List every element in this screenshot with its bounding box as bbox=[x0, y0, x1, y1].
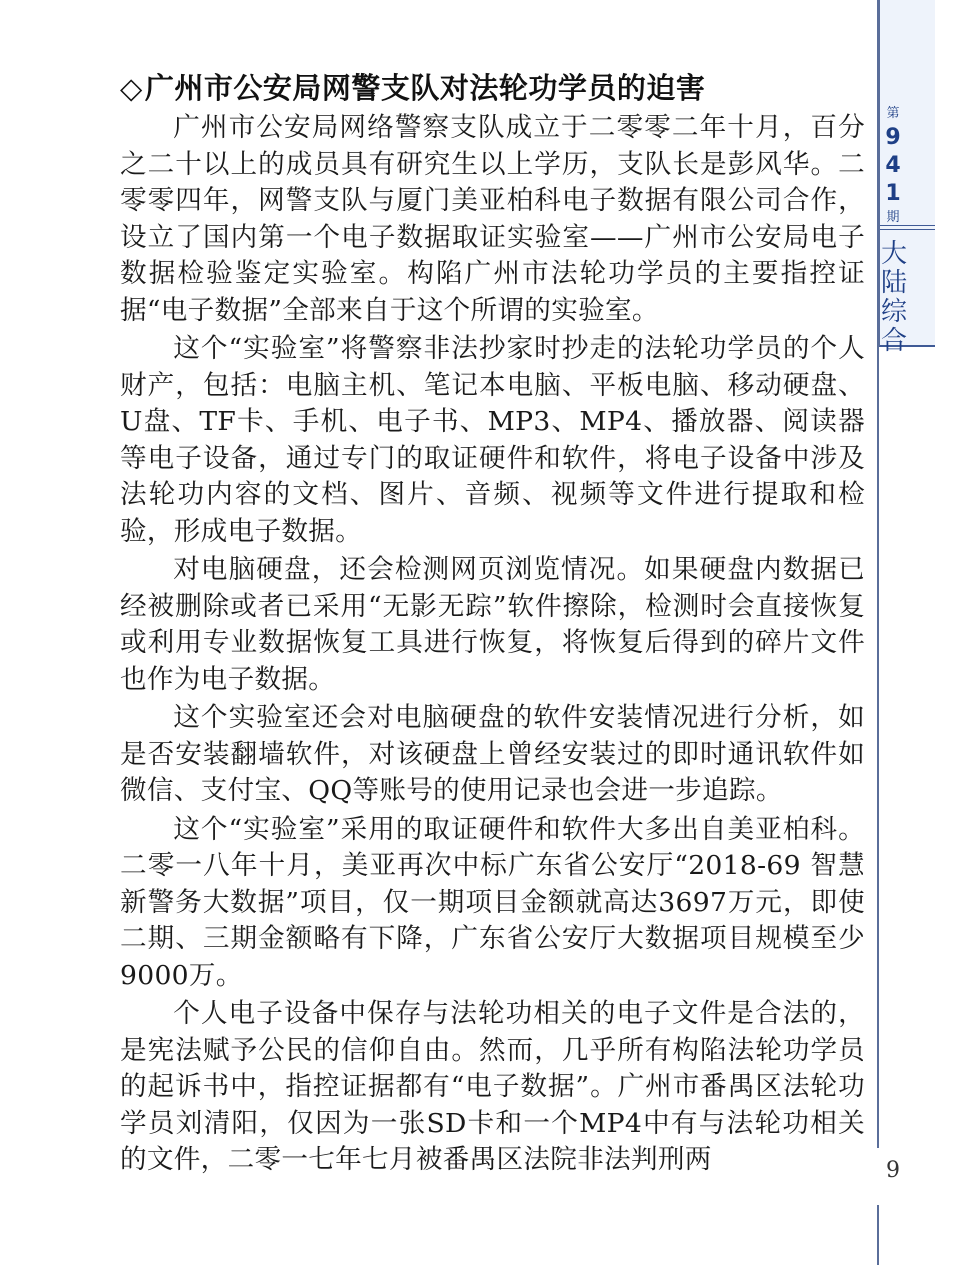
section-char: 综 bbox=[880, 297, 907, 327]
issue-label bbox=[880, 104, 906, 228]
article-paragraph: 这个“实验室”将警察非法抄家时抄走的法轮功学员的个人财产，包括：电脑主机、笔记本电脑、平板电脑、移动硬盘、U盘、TF卡、手机、电子书、MP3、MP4、播放器、阅读器等电子设备，通过专门的取证硬件和软件，将电子设备中涉及法轮功内容的文档、图片、音频、视频等文件进行提取和检验，形成电子数据。 bbox=[120, 333, 865, 547]
issue-digit: 4 bbox=[885, 153, 901, 178]
tab-divider bbox=[880, 225, 935, 230]
margin-rule-bottom bbox=[877, 1205, 879, 1265]
section-char: 合 bbox=[880, 326, 907, 356]
article-title-text: 广州市公安局网警支队对法轮功学员的迫害 bbox=[144, 71, 706, 105]
issue-tab bbox=[879, 0, 935, 356]
article-paragraph: 广州市公安局网络警察支队成立于二零零二年十月，百分之二十以上的成员具有研究生以上学历，支队长是彭风华。二零零四年，网警支队与厦门美亚柏科电子数据有限公司合作，设立了国内第一个电子数据取证实验室——广州市公安局电子数据检验鉴定实验室。构陷广州市法轮功学员的主要指控证据“电子数据”全部来自于这个所谓的实验室。 bbox=[120, 112, 865, 326]
section-char: 陆 bbox=[880, 268, 907, 298]
article-paragraph: 个人电子设备中保存与法轮功相关的电子文件是合法的，是宪法赋予公民的信仰自由。然而，几乎所有构陷法轮功学员的起诉书中，指控证据都有“电子数据”。广州市番禺区法轮功学员刘清阳，仅因为一张SD卡和一个MP4中有与法轮功相关的文件，二零一七年七月被番禺区法院非法判刑两 bbox=[120, 998, 865, 1175]
article-paragraph: 这个“实验室”采用的取证硬件和软件大多出自美亚柏科。二零一八年十月，美亚再次中标广东省公安厅“2018-69 智慧新警务大数据”项目，仅一期项目金额就高达3697万元，即使二期、三期金额略有下降，广东省公安厅大数据项目规模至少9000万。 bbox=[120, 813, 865, 991]
section-char: 大 bbox=[880, 239, 907, 269]
issue-digit: 1 bbox=[885, 181, 901, 206]
diamond-icon: ◇ bbox=[120, 71, 143, 105]
section-name bbox=[880, 240, 908, 356]
article-paragraph: 对电脑硬盘，还会检测网页浏览情况。如果硬盘内数据已经被删除或者已采用“无影无踪”软件擦除，检测时会直接恢复或利用专业数据恢复工具进行恢复，将恢复后得到的碎片文件也作为电子数据。 bbox=[120, 554, 865, 695]
issue-digit: 9 bbox=[885, 125, 901, 150]
page-number: 9 bbox=[886, 1158, 900, 1183]
issue-suffix: 期 bbox=[886, 210, 900, 225]
article-title bbox=[120, 66, 865, 110]
issue-prefix: 第 bbox=[886, 106, 900, 121]
article bbox=[120, 66, 865, 1181]
article-paragraph: 这个实验室还会对电脑硬盘的软件安装情况进行分析，如是否安装翻墙软件，对该硬盘上曾经安装过的即时通讯软件如微信、支付宝、QQ等账号的使用记录也会进一步追踪。 bbox=[120, 702, 865, 806]
